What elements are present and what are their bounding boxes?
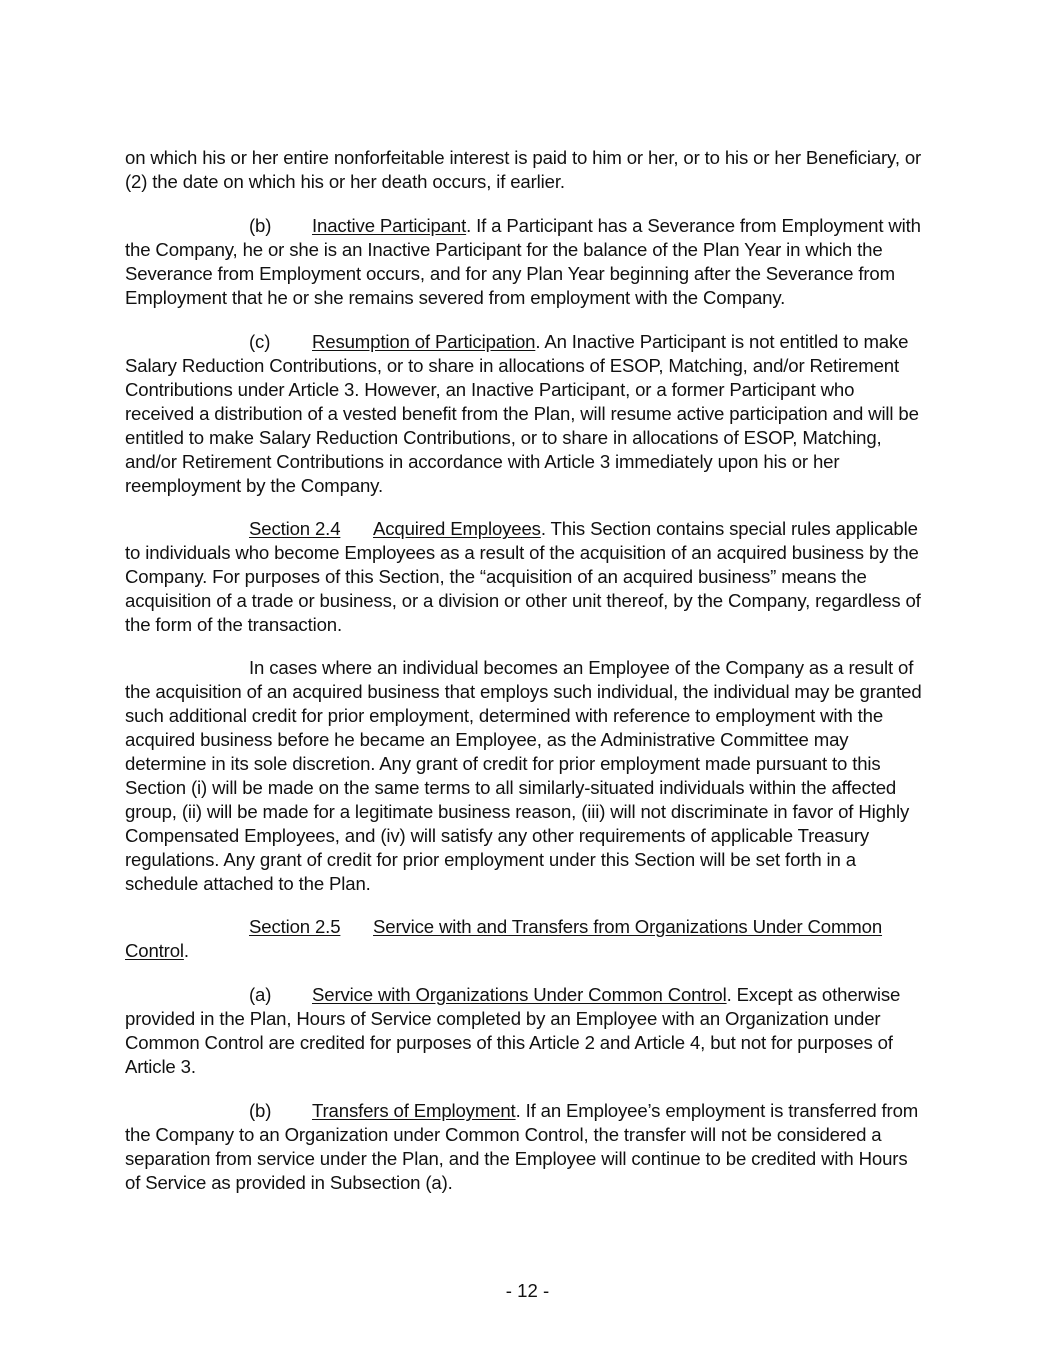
subsection-label: (b) (249, 215, 272, 236)
paragraph-text: on which his or her entire nonforfeitable interest is paid to him or her, or to his or her Beneficiary, or (2) the date on which his or her death occurs, if earlier. (125, 147, 922, 192)
paragraph-service-with-organizations (125, 983, 925, 1079)
paragraph-section-2-5 (125, 915, 925, 963)
subsection-heading: Transfers of Employment (312, 1100, 516, 1121)
section-heading: Service with and Transfers from Organizations Under Common Control (125, 916, 883, 961)
subsection-label: (b) (249, 1100, 272, 1121)
subsection-heading: Resumption of Participation (312, 331, 536, 352)
paragraph-resumption-of-participation (125, 330, 925, 498)
paragraph-text: . An Inactive Participant is not entitled to make Salary Reduction Contributions, or to share in allocations of ESOP, Matching, and/or Retirement Contributions under Article 3. However, an Inactive Participant, or a former Participant who received a distribution of a vested benefit from the Plan, will resume active participation and will be entitled to make Salary Reduction Contributions, or to share in allocations of ESOP, Matching, and/or Retirement Contributions in accordance with Article 3 immediately upon his or her reemployment by the Company. (125, 331, 919, 496)
section-heading: Acquired Employees (373, 518, 541, 539)
paragraph-acquired-business-credit (125, 656, 925, 896)
paragraph-transfers-of-employment (125, 1099, 925, 1195)
paragraph-text: . This Section contains special rules applicable to individuals who become Employees as a result of the acquisition of an acquired business by the Company. For purposes of this Section, the “acquisition of an acquired business” means the acquisition of a trade or business, or a division or other unit thereof, by the Company, regardless of the form of the transaction. (125, 518, 921, 635)
subsection-heading: Service with Organizations Under Common Control (312, 984, 727, 1005)
section-number: Section 2.4 (249, 518, 341, 539)
subsection-label: (a) (249, 984, 272, 1005)
paragraph-continuation (125, 146, 925, 194)
paragraph-text: In cases where an individual becomes an Employee of the Company as a result of the acquisition of an acquired business that employs such individual, the individual may be granted such additional credit for prior employment, determined with reference to employment with the acquired business before he became an Employee, as the Administrative Committee may determine in its sole discretion. Any grant of credit for prior employment made pursuant to this Section (i) will be made on the same terms to all similarly-situated individuals within the affected group, (ii) will be made for a legitimate business reason, (iii) will not discriminate in favor of Highly Compensated Employees, and (iv) will satisfy any other requirements of applicable Treasury regulations. Any grant of credit for prior employment under this Section will be set forth in a schedule attached to the Plan. (125, 657, 922, 894)
paragraph-text: . If an Employee’s employment is transferred from the Company to an Organization under Common Control, the transfer will not be considered a separation from service under the Plan, and the Employee will continue to be credited with Hours of Service as provided in Subsection (a). (125, 1100, 919, 1193)
paragraph-inactive-participant (125, 214, 925, 310)
subsection-heading: Inactive Participant (312, 215, 467, 236)
paragraph-text: . (183, 940, 189, 961)
subsection-label: (c) (249, 331, 271, 352)
paragraph-section-2-4 (125, 517, 925, 637)
paragraph-text: . If a Participant has a Severance from Employment with the Company, he or she is an Inactive Participant for the balance of the Plan Year in which the Severance from Employment occurs, and for any Plan Year beginning after the Severance from Employment that he or she remains severed from employment with the Company. (125, 215, 921, 308)
page-number: - 12 - (505, 1280, 550, 1301)
paragraph-text: . Except as otherwise provided in the Plan, Hours of Service completed by an Employee with an Organization under Common Control are credited for purposes of this Article 2 and Article 4, but not for purposes of Article 3. (125, 984, 901, 1077)
section-number: Section 2.5 (249, 916, 341, 937)
